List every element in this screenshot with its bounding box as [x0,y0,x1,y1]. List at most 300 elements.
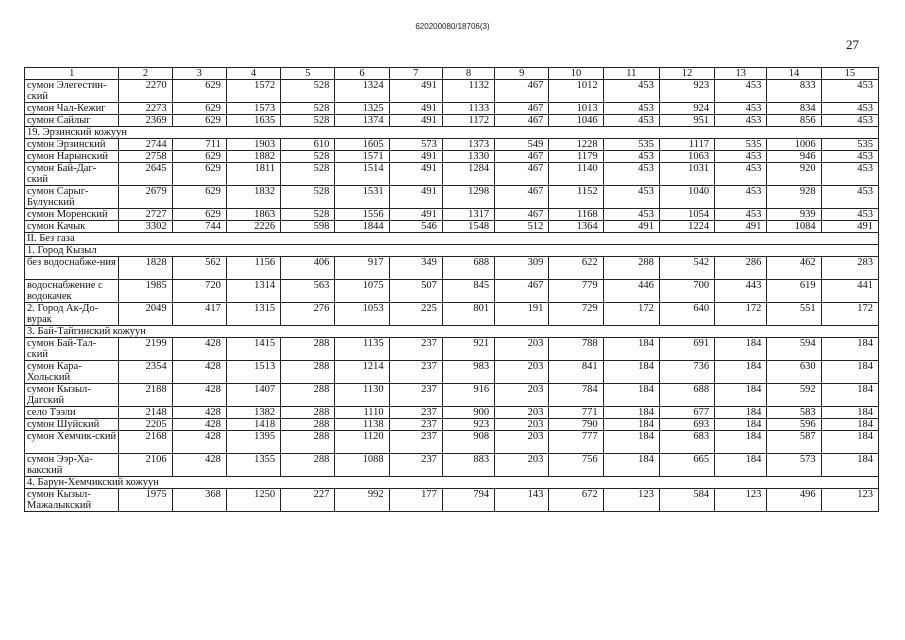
value-cell: 1075 [335,280,389,303]
value-cell: 777 [549,431,603,454]
column-number-header: 15 [821,68,878,80]
section-row [25,127,879,139]
value-cell: 172 [821,303,878,326]
column-number-header: 3 [172,68,226,80]
value-cell: 528 [281,209,335,221]
value-cell: 368 [172,489,226,512]
value-cell: 1135 [335,338,389,361]
value-cell: 1355 [226,454,280,477]
table-row [25,489,879,512]
row-label: сумон Кызыл-Дагский [25,384,119,407]
value-cell: 467 [495,80,549,103]
value-cell: 1250 [226,489,280,512]
row-label: 2. Город Ак-До-вурак [25,303,119,326]
value-cell: 596 [767,419,821,431]
value-cell: 123 [603,489,659,512]
row-label: сумон Сарыг-Булунский [25,186,119,209]
value-cell: 939 [767,209,821,221]
value-cell: 1531 [335,186,389,209]
value-cell: 801 [442,303,494,326]
value-cell: 1556 [335,209,389,221]
value-cell: 1635 [226,115,280,127]
value-cell: 491 [821,221,878,233]
value-cell: 184 [715,419,767,431]
table-header-row [25,68,879,80]
value-cell: 592 [767,384,821,407]
value-cell: 184 [603,431,659,454]
value-cell: 453 [821,115,878,127]
value-cell: 549 [495,139,549,151]
value-cell: 1053 [335,303,389,326]
value-cell: 1224 [659,221,714,233]
value-cell: 923 [659,80,714,103]
value-cell: 629 [172,163,226,186]
value-cell: 507 [389,280,442,303]
value-cell: 428 [172,419,226,431]
row-label: сумон Бай-Даг-ский [25,163,119,186]
section-title: 1. Город Кызыл [25,245,879,257]
value-cell: 841 [549,361,603,384]
value-cell: 184 [715,361,767,384]
value-cell: 528 [281,115,335,127]
value-cell: 677 [659,407,714,419]
value-cell: 453 [715,186,767,209]
value-cell: 417 [172,303,226,326]
value-cell: 629 [172,80,226,103]
value-cell: 1120 [335,431,389,454]
value-cell: 184 [603,407,659,419]
value-cell: 665 [659,454,714,477]
column-number-header: 10 [549,68,603,80]
value-cell: 1179 [549,151,603,163]
value-cell: 1330 [442,151,494,163]
value-cell: 2758 [119,151,172,163]
value-cell: 2168 [119,431,172,454]
value-cell: 288 [281,338,335,361]
value-cell: 467 [495,280,549,303]
section-row [25,245,879,257]
value-cell: 191 [495,303,549,326]
value-cell: 562 [172,257,226,280]
row-label: сумон Элегестин-ский [25,80,119,103]
table-row [25,151,879,163]
value-cell: 693 [659,419,714,431]
column-number-header: 13 [715,68,767,80]
value-cell: 184 [603,384,659,407]
value-cell: 453 [821,209,878,221]
column-number-header: 2 [119,68,172,80]
row-label: без водоснабже-ния [25,257,119,280]
value-cell: 184 [821,407,878,419]
value-cell: 2727 [119,209,172,221]
value-cell: 2645 [119,163,172,186]
value-cell: 833 [767,80,821,103]
value-cell: 453 [715,80,767,103]
table-row [25,257,879,280]
value-cell: 1088 [335,454,389,477]
value-cell: 688 [442,257,494,280]
value-cell: 203 [495,431,549,454]
value-cell: 428 [172,407,226,419]
value-cell: 184 [715,454,767,477]
value-cell: 1298 [442,186,494,209]
value-cell: 184 [603,419,659,431]
value-cell: 428 [172,338,226,361]
value-cell: 177 [389,489,442,512]
value-cell: 203 [495,361,549,384]
row-label: сумон Шуйский [25,419,119,431]
value-cell: 756 [549,454,603,477]
value-cell: 629 [172,186,226,209]
value-cell: 834 [767,103,821,115]
value-cell: 535 [821,139,878,151]
value-cell: 467 [495,115,549,127]
table-row [25,361,879,384]
value-cell: 1284 [442,163,494,186]
value-cell: 630 [767,361,821,384]
value-cell: 453 [715,163,767,186]
value-cell: 1315 [226,303,280,326]
value-cell: 2199 [119,338,172,361]
value-cell: 453 [603,115,659,127]
value-cell: 203 [495,407,549,419]
value-cell: 453 [821,186,878,209]
value-cell: 349 [389,257,442,280]
value-cell: 428 [172,431,226,454]
value-cell: 288 [281,361,335,384]
value-cell: 237 [389,407,442,419]
value-cell: 453 [715,151,767,163]
value-cell: 453 [603,163,659,186]
value-cell: 629 [172,103,226,115]
value-cell: 446 [603,280,659,303]
value-cell: 528 [281,186,335,209]
value-cell: 203 [495,384,549,407]
value-cell: 2270 [119,80,172,103]
value-cell: 237 [389,419,442,431]
value-cell: 921 [442,338,494,361]
row-label: водоснабжение с водокачек [25,280,119,303]
table-row [25,163,879,186]
value-cell: 535 [715,139,767,151]
value-cell: 453 [821,103,878,115]
value-cell: 598 [281,221,335,233]
value-cell: 453 [821,163,878,186]
value-cell: 467 [495,209,549,221]
value-cell: 2744 [119,139,172,151]
value-cell: 1054 [659,209,714,221]
value-cell: 2679 [119,186,172,209]
value-cell: 2205 [119,419,172,431]
value-cell: 288 [281,407,335,419]
value-cell: 491 [389,163,442,186]
row-label: сумон Чал-Кежиг [25,103,119,115]
table-row [25,80,879,103]
section-row [25,233,879,245]
value-cell: 184 [821,338,878,361]
value-cell: 1172 [442,115,494,127]
section-title: II. Без газа [25,233,879,245]
value-cell: 584 [659,489,714,512]
value-cell: 1110 [335,407,389,419]
value-cell: 535 [603,139,659,151]
value-cell: 1012 [549,80,603,103]
value-cell: 619 [767,280,821,303]
value-cell: 286 [715,257,767,280]
value-cell: 779 [549,280,603,303]
value-cell: 172 [715,303,767,326]
value-cell: 123 [821,489,878,512]
value-cell: 1168 [549,209,603,221]
value-cell: 551 [767,303,821,326]
value-cell: 491 [389,186,442,209]
value-cell: 203 [495,419,549,431]
value-cell: 184 [821,361,878,384]
table-row [25,384,879,407]
value-cell: 790 [549,419,603,431]
value-cell: 946 [767,151,821,163]
value-cell: 227 [281,489,335,512]
value-cell: 908 [442,431,494,454]
value-cell: 491 [389,209,442,221]
value-cell: 1228 [549,139,603,151]
value-cell: 1133 [442,103,494,115]
value-cell: 512 [495,221,549,233]
value-cell: 900 [442,407,494,419]
value-cell: 583 [767,407,821,419]
value-cell: 443 [715,280,767,303]
document-code: 620200080/18706(3) [415,22,490,31]
value-cell: 1084 [767,221,821,233]
value-cell: 856 [767,115,821,127]
value-cell: 184 [715,431,767,454]
value-cell: 983 [442,361,494,384]
value-cell: 123 [715,489,767,512]
column-number-header: 6 [335,68,389,80]
value-cell: 406 [281,257,335,280]
value-cell: 288 [281,454,335,477]
value-cell: 184 [821,419,878,431]
value-cell: 1832 [226,186,280,209]
value-cell: 288 [281,419,335,431]
value-cell: 788 [549,338,603,361]
value-cell: 2148 [119,407,172,419]
section-row [25,326,879,338]
table-row [25,139,879,151]
value-cell: 491 [389,80,442,103]
row-label: сумон Кара-Хольский [25,361,119,384]
section-title: 3. Бай-Тайгинский кожуун [25,326,879,338]
row-label: сумон Нарынский [25,151,119,163]
value-cell: 2354 [119,361,172,384]
value-cell: 629 [172,151,226,163]
column-number-header: 7 [389,68,442,80]
column-number-header: 5 [281,68,335,80]
value-cell: 1063 [659,151,714,163]
row-label: село Тээли [25,407,119,419]
value-cell: 283 [821,257,878,280]
value-cell: 1572 [226,80,280,103]
value-cell: 587 [767,431,821,454]
value-cell: 184 [715,407,767,419]
value-cell: 184 [603,361,659,384]
value-cell: 920 [767,163,821,186]
row-label: сумон Бай-Тал-ский [25,338,119,361]
value-cell: 453 [715,209,767,221]
table-row [25,115,879,127]
table-row [25,103,879,115]
value-cell: 1152 [549,186,603,209]
value-cell: 453 [603,80,659,103]
value-cell: 1314 [226,280,280,303]
value-cell: 691 [659,338,714,361]
column-number-header: 11 [603,68,659,80]
row-label: сумон Хемчик-ский [25,431,119,454]
value-cell: 453 [603,209,659,221]
value-cell: 237 [389,384,442,407]
value-cell: 1571 [335,151,389,163]
value-cell: 3302 [119,221,172,233]
value-cell: 1013 [549,103,603,115]
value-cell: 1573 [226,103,280,115]
table-row [25,431,879,454]
value-cell: 1863 [226,209,280,221]
value-cell: 1844 [335,221,389,233]
value-cell: 744 [172,221,226,233]
value-cell: 467 [495,151,549,163]
table-row [25,407,879,419]
table-row [25,303,879,326]
value-cell: 528 [281,163,335,186]
row-label: сумон Кызыл-Мажалыкский [25,489,119,512]
table-row [25,280,879,303]
value-cell: 1415 [226,338,280,361]
value-cell: 629 [172,209,226,221]
value-cell: 143 [495,489,549,512]
value-cell: 1364 [549,221,603,233]
value-cell: 688 [659,384,714,407]
page-number: 27 [846,37,859,52]
column-number-header: 1 [25,68,119,80]
value-cell: 491 [715,221,767,233]
value-cell: 542 [659,257,714,280]
value-cell: 184 [821,454,878,477]
value-cell: 610 [281,139,335,151]
value-cell: 491 [389,151,442,163]
column-number-header: 9 [495,68,549,80]
row-label: сумон Ээр-Ха-вакский [25,454,119,477]
value-cell: 453 [821,80,878,103]
value-cell: 1395 [226,431,280,454]
section-row [25,477,879,489]
section-title: 19. Эрзинский кожуун [25,127,879,139]
value-cell: 237 [389,454,442,477]
value-cell: 1513 [226,361,280,384]
value-cell: 1140 [549,163,603,186]
value-cell: 428 [172,454,226,477]
value-cell: 453 [603,151,659,163]
column-number-header: 8 [442,68,494,80]
value-cell: 203 [495,338,549,361]
value-cell: 629 [172,115,226,127]
value-cell: 1156 [226,257,280,280]
value-cell: 916 [442,384,494,407]
value-cell: 491 [389,103,442,115]
value-cell: 923 [442,419,494,431]
value-cell: 2273 [119,103,172,115]
value-cell: 2226 [226,221,280,233]
value-cell: 1811 [226,163,280,186]
value-cell: 2369 [119,115,172,127]
row-label: сумон Эрзинский [25,139,119,151]
column-number-header: 14 [767,68,821,80]
value-cell: 491 [389,115,442,127]
value-cell: 462 [767,257,821,280]
value-cell: 784 [549,384,603,407]
value-cell: 1407 [226,384,280,407]
value-cell: 1985 [119,280,172,303]
value-cell: 428 [172,361,226,384]
value-cell: 309 [495,257,549,280]
value-cell: 1317 [442,209,494,221]
value-cell: 720 [172,280,226,303]
value-cell: 1828 [119,257,172,280]
value-cell: 203 [495,454,549,477]
value-cell: 1040 [659,186,714,209]
value-cell: 1514 [335,163,389,186]
value-cell: 924 [659,103,714,115]
table-row [25,419,879,431]
value-cell: 184 [603,454,659,477]
value-cell: 573 [767,454,821,477]
value-cell: 528 [281,151,335,163]
value-cell: 1138 [335,419,389,431]
value-cell: 441 [821,280,878,303]
value-cell: 640 [659,303,714,326]
value-cell: 1418 [226,419,280,431]
value-cell: 467 [495,103,549,115]
value-cell: 683 [659,431,714,454]
column-number-header: 4 [226,68,280,80]
value-cell: 225 [389,303,442,326]
value-cell: 453 [821,151,878,163]
value-cell: 700 [659,280,714,303]
value-cell: 237 [389,338,442,361]
value-cell: 184 [715,384,767,407]
value-cell: 491 [603,221,659,233]
value-cell: 771 [549,407,603,419]
row-label: сумон Моренский [25,209,119,221]
value-cell: 467 [495,186,549,209]
value-cell: 546 [389,221,442,233]
value-cell: 992 [335,489,389,512]
value-cell: 288 [281,384,335,407]
value-cell: 237 [389,431,442,454]
table-row [25,338,879,361]
value-cell: 496 [767,489,821,512]
table-row [25,221,879,233]
value-cell: 883 [442,454,494,477]
row-label: сумон Сайлыг [25,115,119,127]
value-cell: 1374 [335,115,389,127]
value-cell: 2049 [119,303,172,326]
value-cell: 917 [335,257,389,280]
value-cell: 1882 [226,151,280,163]
value-cell: 1605 [335,139,389,151]
value-cell: 1117 [659,139,714,151]
value-cell: 288 [281,431,335,454]
value-cell: 1975 [119,489,172,512]
